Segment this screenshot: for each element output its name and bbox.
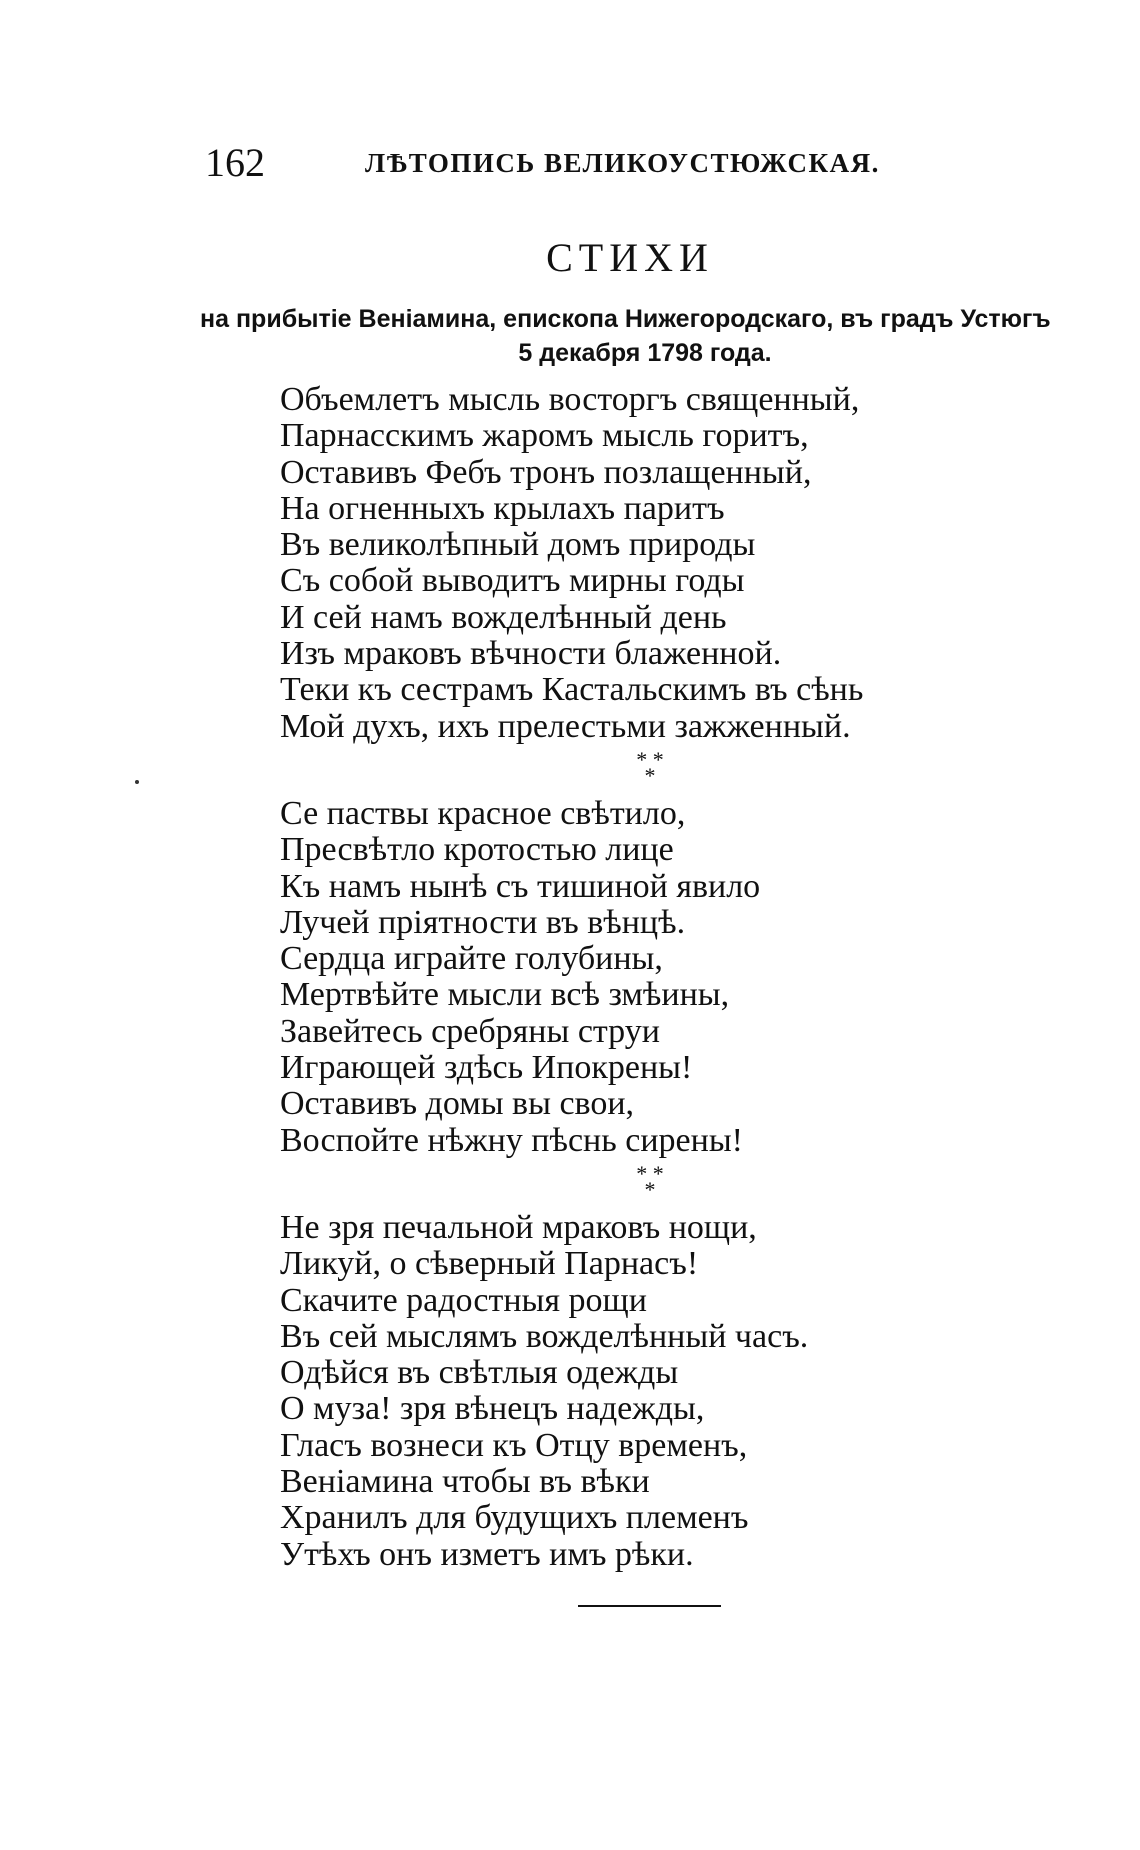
- stanza-separator: [620, 1161, 680, 1210]
- verse-line: Къ намъ нынѣ съ тишиной явило: [280, 867, 761, 905]
- verse-line: Мой духъ, ихъ прелестьми зажженный.: [280, 707, 851, 745]
- verse-line: Съ собой выводитъ мирны годы: [280, 562, 745, 600]
- verse-line: Гласъ вознеси къ Отцу временъ,: [280, 1426, 748, 1464]
- asterisk: *: [652, 1161, 664, 1186]
- verse-line: Скачите радостныя рощи: [280, 1281, 647, 1319]
- verse-line: На огненныхъ крылахъ паритъ: [280, 489, 725, 527]
- verse-line: О муза! зря вѣнецъ надежды,: [280, 1390, 705, 1428]
- stanza-2: [280, 796, 1040, 1159]
- running-title: ЛѢТОПИСЬ ВЕЛИКОУСТЮЖСКАЯ.: [365, 148, 880, 178]
- verse-line: Играющей здѣсь Ипокрены!: [280, 1049, 693, 1087]
- asterisk: *: [644, 1177, 656, 1202]
- subtitle-line: на прибытіе Веніамина, епископа Нижегородскаго, въ градъ Устюгъ: [200, 305, 1051, 333]
- verse-line: Теки къ сестрамъ Кастальскимъ въ сѣнь: [280, 671, 864, 709]
- verse-line: Одѣйся въ свѣтлыя одежды: [280, 1354, 679, 1392]
- verse-line: Въ великолѣпный домъ природы: [280, 526, 756, 564]
- asterisk: *: [636, 747, 648, 772]
- asterisk: *: [652, 747, 664, 772]
- print-speck: [135, 780, 139, 784]
- verse-line: Лучей пріятности въ вѣнцѣ.: [280, 903, 686, 941]
- verse-line: Се паствы красное свѣтило,: [280, 795, 686, 832]
- verse-line: Въ сей мыслямъ вожделѣнный часъ.: [280, 1317, 809, 1355]
- poem-subtitle: [200, 302, 1090, 370]
- verse-line: Объемлетъ мысль восторгъ священный,: [280, 381, 860, 418]
- stanza-separator: [620, 747, 680, 796]
- verse-line: Ликуй, о сѣверный Парнасъ!: [280, 1245, 699, 1283]
- end-rule: [578, 1605, 721, 1607]
- verse-line: Утѣхъ онъ изметъ имъ рѣки.: [280, 1535, 694, 1573]
- stanza-1: [280, 382, 1040, 745]
- verse-line: Парнасскимъ жаромъ мысль горитъ,: [280, 417, 809, 455]
- verse-line: Завейтесь сребряны струи: [280, 1012, 660, 1050]
- verse-line: Оставивъ Фебъ тронъ позлащенный,: [280, 453, 812, 491]
- poem-title: СТИХИ: [546, 235, 714, 280]
- page-number: 162: [205, 140, 265, 185]
- verse-line: Пресвѣтло кротостью лице: [280, 831, 674, 869]
- verse-line: Хранилъ для будущихъ племенъ: [280, 1499, 749, 1537]
- verse-line: Не зря печальной мраковъ нощи,: [280, 1209, 757, 1246]
- verse-line: Веніамина чтобы въ вѣки: [280, 1463, 650, 1501]
- asterisk: *: [644, 763, 656, 788]
- verse-line: Оставивъ домы вы свои,: [280, 1085, 635, 1123]
- verse-line: Сердца играйте голубины,: [280, 940, 663, 978]
- asterisk: *: [636, 1161, 648, 1186]
- stanza-3: [280, 1210, 1040, 1573]
- verse-line: Воспойте нѣжну пѣснь сирены!: [280, 1121, 743, 1159]
- running-header: [205, 138, 885, 188]
- verse-line: Изъ мраковъ вѣчности блаженной.: [280, 635, 782, 673]
- verse-line: Мертвѣйте мысли всѣ змѣины,: [280, 976, 730, 1014]
- subtitle-line: 5 декабря 1798 года.: [518, 339, 772, 367]
- verse-line: И сей намъ вожделѣнный день: [280, 598, 727, 636]
